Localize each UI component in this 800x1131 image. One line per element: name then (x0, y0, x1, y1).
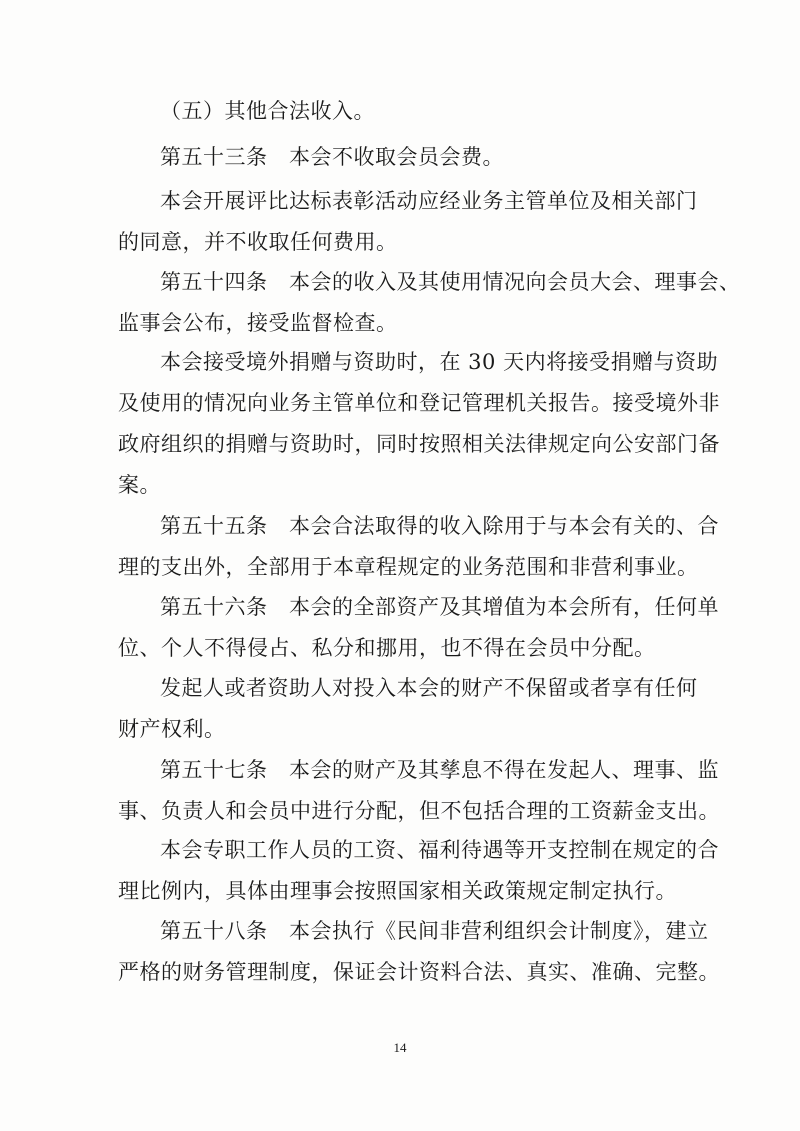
paragraph-article-58 (118, 911, 720, 993)
text-line: 的同意，并不收取任何费用。 (118, 230, 398, 254)
text-line: 本会开展评比达标表彰活动应经业务主管单位及相关部门 (160, 189, 698, 213)
text-line: 严格的财务管理制度，保证会计资料合法、真实、准确、完整。 (118, 960, 720, 984)
text-line: 事、负责人和会员中进行分配，但不包括合理的工资薪金支出。 (118, 799, 720, 823)
text-line: 案。 (118, 473, 161, 497)
paragraph-article-54 (118, 262, 741, 344)
paragraph-article-57 (118, 750, 720, 832)
text-line: 政府组织的捐赠与资助时，同时按照相关法律规定向公安部门备 (118, 432, 720, 456)
text-line: 本会接受境外捐赠与资助时，在 30 天内将接受捐赠与资助 (160, 350, 719, 374)
text-line: 理的支出外，全部用于本章程规定的业务范围和非营利事业。 (118, 555, 699, 579)
paragraph-foreign-donations (118, 342, 720, 506)
text-line: 第五十三条 本会不收取会员会费。 (160, 145, 504, 169)
text-line: 第五十五条 本会合法取得的收入除用于与本会有关的、合 (160, 514, 719, 538)
paragraph-article-56 (118, 587, 719, 669)
text-line: 财产权利。 (118, 717, 226, 741)
text-line: 本会专职工作人员的工资、福利待遇等开支控制在规定的合 (160, 838, 719, 862)
text-line: （五）其他合法收入。 (160, 99, 375, 123)
paragraph-article-55 (118, 506, 719, 588)
paragraph-founder-property (118, 668, 698, 750)
paragraph-article-53 (118, 137, 690, 178)
text-line: 第五十七条 本会的财产及其孳息不得在发起人、理事、监 (160, 758, 719, 782)
page-number: 14 (393, 1040, 407, 1055)
text-line: 监事会公布，接受监督检查。 (118, 311, 398, 335)
text-line: 第五十八条 本会执行《民间非营利组织会计制度》，建立 (160, 919, 709, 943)
text-line: 及使用的情况向业务主管单位和登记管理机关报告。接受境外非 (118, 391, 720, 415)
text-line: 发起人或者资助人对投入本会的财产不保留或者享有任何 (160, 676, 698, 700)
paragraph-other-income (118, 91, 690, 132)
text-line: 第五十六条 本会的全部资产及其增值为本会所有，任何单 (160, 595, 719, 619)
paragraph-staff-wages (118, 830, 719, 912)
text-line: 位、个人不得侵占、私分和挪用，也不得在会员中分配。 (118, 636, 656, 660)
text-line: 第五十四条 本会的收入及其使用情况向会员大会、理事会、 (160, 270, 741, 294)
paragraph-awards-activities (118, 181, 698, 263)
text-line: 理比例内，具体由理事会按照国家相关政策规定制定执行。 (118, 879, 677, 903)
